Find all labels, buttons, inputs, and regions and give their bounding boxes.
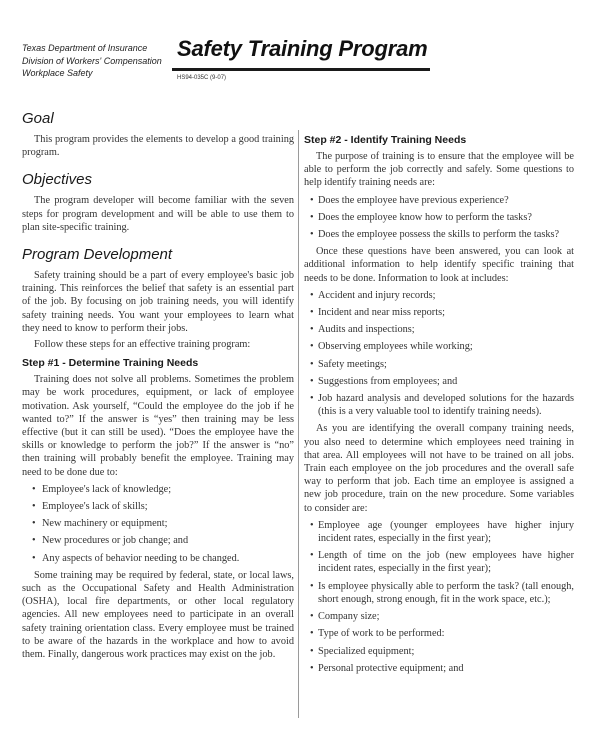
- program-development-section: [22, 246, 294, 351]
- training-reasons-list: [22, 483, 294, 565]
- list-item: • Specialized equipment;: [304, 645, 574, 658]
- list-item: • Does the employee possess the skills to perform the tasks?: [304, 228, 574, 241]
- paragraph: As you are identifying the overall company training needs, you also need to determine which employees need training in that area. All employees will not have to be trained on all jobs. Train each employee on the job procedures and the overall safe way to perform that job. Each time an employee is assigned a new job procedure, train on the new procedure. Some variables to consider are:: [304, 423, 574, 514]
- left-column: [22, 106, 294, 664]
- title-rule: [172, 68, 430, 71]
- step1-heading: Step #1 - Determine Training Needs: [22, 357, 199, 370]
- list-item: • Employee's lack of skills;: [22, 500, 294, 513]
- paragraph: The purpose of training is to ensure that the employee will be able to perform the job correctly and safely. Some questions to help identify training needs are:: [304, 151, 574, 189]
- information-list: [304, 289, 574, 419]
- paragraph: Some training may be required by federal, state, or local laws, such as the Occupational Safety and Health Administration (OSHA), local fire departments, or other local regulatory agencies. All new employees need to participate in an overall safety training orientation class. Every employee must be trained to be aware of the hazards in the workplace and how to avoid them. Finally, dangerous work practices may exist on the job.: [22, 569, 294, 661]
- document-header: [22, 36, 442, 92]
- form-code: HS94-035C (9-07): [177, 75, 227, 81]
- list-item: • Does the employee know how to perform the tasks?: [304, 211, 574, 224]
- right-column: [304, 130, 574, 679]
- list-item: • Observing employees while working;: [304, 340, 574, 353]
- goal-heading: Goal: [22, 110, 54, 127]
- list-item: • New procedures or job change; and: [22, 534, 294, 547]
- variables-list: [304, 519, 574, 675]
- list-item: • Incident and near miss reports;: [304, 306, 574, 319]
- paragraph: Safety training should be a part of every employee's basic job training. This reinforces the belief that safety is an essential part of the job. By focusing on job training needs, you will identify safety training needs. You want your employees to learn what they need to know to perform their jobs.: [22, 270, 294, 334]
- goal-text: This program provides the elements to develop a good training program.: [22, 134, 294, 159]
- step2-section: [304, 134, 574, 675]
- list-item: • Personal protective equipment; and: [304, 662, 574, 675]
- list-item: • Company size;: [304, 610, 574, 623]
- list-item: • Type of work to be performed:: [304, 627, 574, 640]
- list-item: • Length of time on the job (new employees have higher incident rates, especially in the first year);: [304, 549, 574, 575]
- list-item: • Safety meetings;: [304, 358, 574, 371]
- document-title: Safety Training Program: [177, 36, 428, 61]
- step1-section: [22, 357, 294, 661]
- goal-section: [22, 110, 294, 159]
- organization-block: [22, 42, 162, 80]
- objectives-section: [22, 171, 294, 234]
- list-item: • Employee's lack of knowledge;: [22, 483, 294, 496]
- list-item: • Accident and injury records;: [304, 289, 574, 302]
- list-item: • Audits and inspections;: [304, 323, 574, 336]
- step2-heading: Step #2 - Identify Training Needs: [304, 134, 467, 146]
- paragraph: Follow these steps for an effective training program:: [34, 339, 251, 351]
- questions-list: [304, 194, 574, 242]
- paragraph: Once these questions have been answered, you can look at additional information to help identify specific training that needs to be done. Information to look at includes:: [304, 246, 574, 284]
- paragraph: Training does not solve all problems. Sometimes the problem may be work procedures, equipment, or lack of employee motivation. Ask yourself, “Could the employee do the job if he wanted to?” If the answer is “yes” then training may be less effective (but it can still be used). “Does the employee have the skills or knowledge to perform the job?” If the answer is “no” then training will probably benefit the employee. Training may need to be done due to:: [22, 374, 294, 478]
- list-item: • Suggestions from employees; and: [304, 375, 574, 388]
- list-item: • Does the employee have previous experience?: [304, 194, 574, 207]
- list-item: • Employee age (younger employees have higher injury incident rates, especially in the first year);: [304, 519, 574, 545]
- objectives-heading: Objectives: [22, 171, 93, 189]
- list-item: • Any aspects of behavior needing to be changed.: [22, 552, 294, 565]
- list-item: • Is employee physically able to perform the task? (tall enough, short enough, strong enough, fit in the work space, etc.);: [304, 580, 574, 606]
- column-divider: [298, 130, 299, 718]
- org-line: Workplace Safety: [22, 68, 93, 78]
- list-item: • New machinery or equipment;: [22, 517, 294, 530]
- org-line: Texas Department of Insurance: [22, 43, 148, 53]
- org-line: Division of Workers' Compensation: [22, 55, 162, 66]
- list-item: • Job hazard analysis and developed solutions for the hazards (this is a very valuable tool to identify training needs).: [304, 392, 574, 418]
- program-development-heading: Program Development: [22, 246, 173, 264]
- objectives-text: The program developer will become familiar with the seven steps for program development and will be able to use them to plan site-specific training.: [22, 195, 294, 233]
